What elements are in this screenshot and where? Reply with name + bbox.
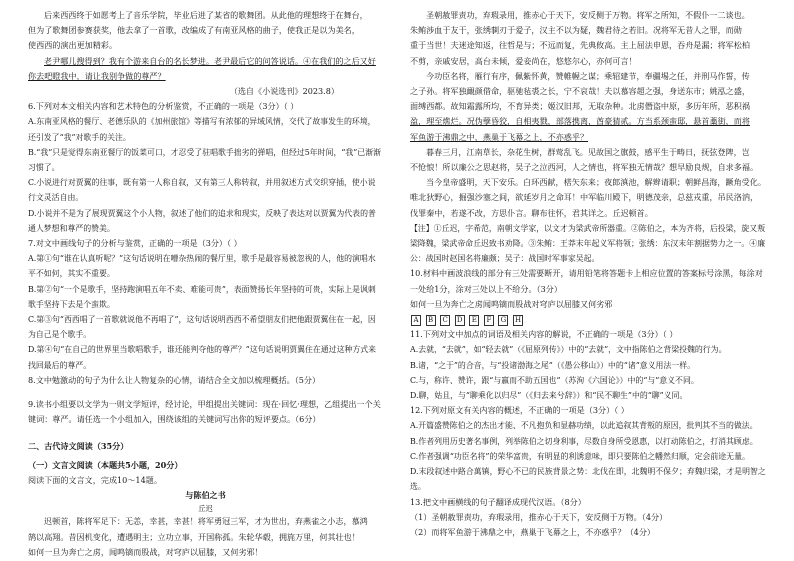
subsection-heading: （一）文言文阅读（本题共5小题，20分） xyxy=(28,459,183,470)
answer-box-f[interactable]: F xyxy=(484,315,494,326)
story-line: 老尹哪儿搜得到？我有个游来自台的名长梦进。老尹最后它的问答说话。④在我们的之后又好 xyxy=(44,55,376,66)
answer-box-a[interactable]: A xyxy=(411,315,421,326)
essay-line: 盈，理至燋烂。况伪孽昏狡，自相夷戮，部落携离，酋豪猜贰。方当系颈蛮邸，悬首藁街，而将 xyxy=(410,116,750,127)
essay-line: 当今皇帝盛明，天下安乐。白环西献，楛矢东来；夜郎滇池，解辫请职；朝鲜昌海，蹶角受化。 xyxy=(426,177,766,188)
option-c: C.第③句“西西唱了一首歌就说他不再唱了”，这句话说明西西不希望朋友们把他跟贾翼住在一起，因为自己是个歌手。 xyxy=(28,315,376,340)
option-b: B.第②句“一个是歌手，坚持跑演唱五年不卖、难能可贵”，表面赞扬长年坚持的可贵，实际上是讽刺歌手坚持下去是个蛮欺。 xyxy=(28,284,376,309)
option-d: D.末段叙述中路合萬镇，野心不已的民族背景之势：北伐在即，北魏明不保夕；弃魏归梁，才是明智之选。 xyxy=(410,467,766,492)
essay-text xyxy=(28,514,383,557)
essay-line: 不剪，亲戚安居，高台未倾，爱妾尚在，悠悠尔心，亦何可言！ xyxy=(410,55,637,66)
story-line: 你去吧瞪我中，请让我别争做的尊严？ xyxy=(28,70,166,81)
answer-box-e[interactable]: E xyxy=(469,315,479,326)
option-d: D.聊，姑且，与“聊乘化以归尽”（《归去来兮辞》）和“民不聊生”中的“聊”义同。 xyxy=(410,391,688,401)
source-citation: （选自《小说选刊》2023.8） xyxy=(229,86,339,97)
annotation-note: 【注】①丘迟，字希范，南朝文学家，以文才为梁武帝所器重。②陈伯之，本为齐将，后投梁，旋又叛梁降魏，梁武帝命丘迟致书劝降。③朱鲔：王莽末年起义军将领；张绣：东汉末年割据势力之一。④廉公：战国时赵国名将廉颇；吴子：战国时军事家吴起。 xyxy=(410,223,766,264)
essay-line: 唯北狄野心，掘强沙塞之间，欲延岁月之命耳！中军临川殿下，明德茂亲，总兹戎重，吊民洛汭， xyxy=(410,192,759,203)
answer-box-d[interactable]: D xyxy=(455,315,465,326)
essay-line: 今功臣名将，雁行有序，佩紫怀黄，赞帷幄之谋；乘轺建节，奉疆埸之任，并刑马作誓，传 xyxy=(426,70,750,81)
q10-sentence xyxy=(410,297,770,312)
essay-line: 如何一旦为奔亡之虏，闻鸣镝而股战，对穹庐以屈膝，又何劣邪！ xyxy=(28,546,263,557)
q10-text: 如何一旦为奔亡之虏闻鸣镝而股战对穹庐以屈膝又何劣邪 xyxy=(410,298,613,309)
essay-line: 暮春三月，江南草长，杂花生树，群莺乱飞。见故国之旗鼓，感平生于畴日，抚弦登陴，岂 xyxy=(426,146,750,157)
right-column xyxy=(410,8,770,557)
story-line: 使西西的演出更加精彩。 xyxy=(28,40,118,51)
question-7 xyxy=(28,236,383,373)
question-12 xyxy=(410,403,770,494)
essay-line: 军鱼游于沸鼎之中，燕巢于飞幕之上，不亦惑乎？ xyxy=(410,131,589,142)
section-heading: 二、古代诗文阅读（35分） xyxy=(28,441,129,452)
essay-line: 重于当世！夫迷途知返，往哲是与；不远而复，先典攸高。主上屈法申恩，吞舟是漏；将军松柏 xyxy=(410,40,750,51)
question-6 xyxy=(28,99,383,236)
essay-line: 之子孙。将军独靦颜借命，驱驰毡裘之长，宁不哀哉！夫以慕容超之强，身送东市；姚泓之盛， xyxy=(410,86,750,97)
question-stem: 7.对文中画线句子的分析与鉴赏，正确的一项是（3分）（ ） xyxy=(28,238,242,249)
option-c: C.作者强调“功臣名将”的荣华富贵，有明显的利诱意味，即只要陈伯之幡然归顺，定会前途无量。 xyxy=(410,451,750,461)
question-13 xyxy=(410,495,770,541)
story-line: 后来西西终于如愿考上了音乐学院，毕业后进了某省的歌舞团。从此他的理想终于在舞台， xyxy=(44,10,368,20)
option-a: A.第①句“谁在认真听呢？”这句话说明在嘈杂热闹的餐厅里，歌手是最容易被忽视的人，他的演唱水平不如何，其实不重要。 xyxy=(28,254,376,279)
question-8: 8.文中勉激动的句子为什么让人物复杂的心情，请结合全文加以梳理概括。（5分） xyxy=(28,374,321,385)
translation-item-2: （2）而将军鱼游于沸鼎之中，燕巢于飞幕之上，不亦惑乎？（4分） xyxy=(410,526,656,537)
question-9: 9.读书小组要以文学为一则文学短评，经讨论，甲组提出关键词：现在·回忆·理想，乙组提出一个关键词：尊严。请任选一个小组加入，围绕该组的关键词写出你的短评要点。（6分） xyxy=(28,399,381,425)
essay-line: 面缚西都。故知霜露所均，不育异类；姬汉旧邦，无取杂种。北虏僭盗中原，多历年所，恶积祸 xyxy=(410,101,750,112)
question-stem: 12.下列对原文有关内容的概述，不正确的一项是（3分）（ ） xyxy=(410,405,629,416)
option-c: C.与，称许、赞许，跟“与嬴而不助五国也”（苏洵《六国论》）中的“与”意义不同。 xyxy=(410,375,699,385)
option-c: C.小说进行对贾翼的往事，既有第一人称自叙，又有第三人称转叙，并用叙述方式交织穿插，使小说行文灵活自由。 xyxy=(28,178,376,203)
option-b: B.“我”只是觉得东南亚餐厅的饭菜可口，才忍受了驻唱歌手拙劣的弹唱，但经过5年时间，“我”已渐渐习惯了。 xyxy=(28,147,381,173)
option-a: A.去就，“去就”，如“轻去就”（《屈原列传》）中的“去就”，文中指陈伯之背梁投魏的行为。 xyxy=(410,345,727,355)
question-11 xyxy=(410,327,770,403)
question-stem: 6.下列对本文相关内容和艺术特色的分析鉴赏，不正确的一项是（3分）（ ） xyxy=(28,101,299,112)
translation-item-1: （1）圣朝赦罪责功，弃瑕录用，推赤心于天下，安反侧于万物。（4分） xyxy=(410,511,668,522)
question-10: 10.材料中画波浪线的部分有三处需要断开，请用铅笔将答题卡上相应位置的答案标号涂黑，每涂对一处给1分，涂对三处以上不给分。（3分） xyxy=(410,268,763,294)
question-stem: 13.把文中画横线的句子翻译成现代汉语。（8分） xyxy=(410,496,586,507)
essay-line: 迟顿首，陈将军足下：无恙，幸甚，幸甚！将军勇冠三军，才为世出，弃燕雀之小志，慕鸿 xyxy=(44,516,368,527)
answer-box-h[interactable]: H xyxy=(514,315,522,324)
essay-line: 伐罪秦中，若遂不改，方思仆言。聊布往怀，君其详之。丘迟顿首。 xyxy=(410,207,653,218)
story-excerpt xyxy=(28,8,383,84)
option-b: B.诸，“之于”的合音，与“投诸渤海之尾”（《愚公移山》）中的“诸”意义用法一样。 xyxy=(410,360,696,370)
option-d: D.第④句“在自己的世界里当歌唱歌手，谁还能判夺他的尊严？”这句话说明贾翼住在通过这种方式来找回最后的尊严。 xyxy=(28,345,377,370)
option-b: B.作者列用历史著名事例，列举陈伯之切身利事，尽数自身所受恩惠，以打动陈伯之，打消其顾虑。 xyxy=(410,436,758,446)
essay-continued xyxy=(410,8,770,221)
option-a: A.开篇盛赞陈伯之的杰出才能、不凡抱负和显赫功绩，以此追叙其背叛的原因，批判其不当的做法。 xyxy=(410,421,758,431)
answer-box-g[interactable]: G xyxy=(498,315,508,326)
reading-instruction: 阅读下面的文言文，完成10～14题。 xyxy=(28,474,162,485)
story-line: 但为了歌舞团参赛获奖，他去拿了一首歌，改编成了有南亚风格的曲子，使我正是以为美名， xyxy=(28,25,360,36)
essay-line: 鹄以高翔。昔因机变化，遭遇明主；立功立事，开国称孤。朱轮华毂，拥旄万里，何其壮也！ xyxy=(28,531,360,542)
left-column xyxy=(28,8,383,557)
answer-box-b[interactable]: B xyxy=(426,315,436,326)
answer-box-c[interactable]: C xyxy=(440,315,450,326)
essay-line: 圣朝赦罪责功，弃瑕录用，推赤心于天下，安反侧于万物。将军之所知，不假仆一二谈也。 xyxy=(426,10,750,20)
essay-line: 不怆悢！所以廉公之思赵将，吴子之泣西河，人之情也，将军独无情哉？想早励良规，自求多福。 xyxy=(410,162,759,173)
essay-title: 与陈伯之书 xyxy=(185,490,226,501)
essay-author: 丘迟 xyxy=(198,504,213,514)
essay-line: 朱鲔涉血于友于，张绣剚刃于爱子，汉主不以为疑，魏君待之若旧。况将军无昔人之罪，而勋 xyxy=(410,25,742,36)
option-a: A.东南亚风格的餐厅、老德乐队的《加州旅馆》等描写有浓郁的异域风情，交代了故事发生的环境，还引发了“我”对歌手的关注。 xyxy=(28,117,376,142)
question-stem: 11.下列对文中加点的词语及相关内容的解说，不正确的一项是（3分）（ ） xyxy=(410,329,678,340)
q10-answer-boxes xyxy=(410,312,770,327)
option-d: D.小说并不是为了展现贾翼这个小人物，叙述了他们的追求和现实，反映了表达对以贾翼为代表的普通人梦想和尊严的赞美。 xyxy=(28,208,376,233)
